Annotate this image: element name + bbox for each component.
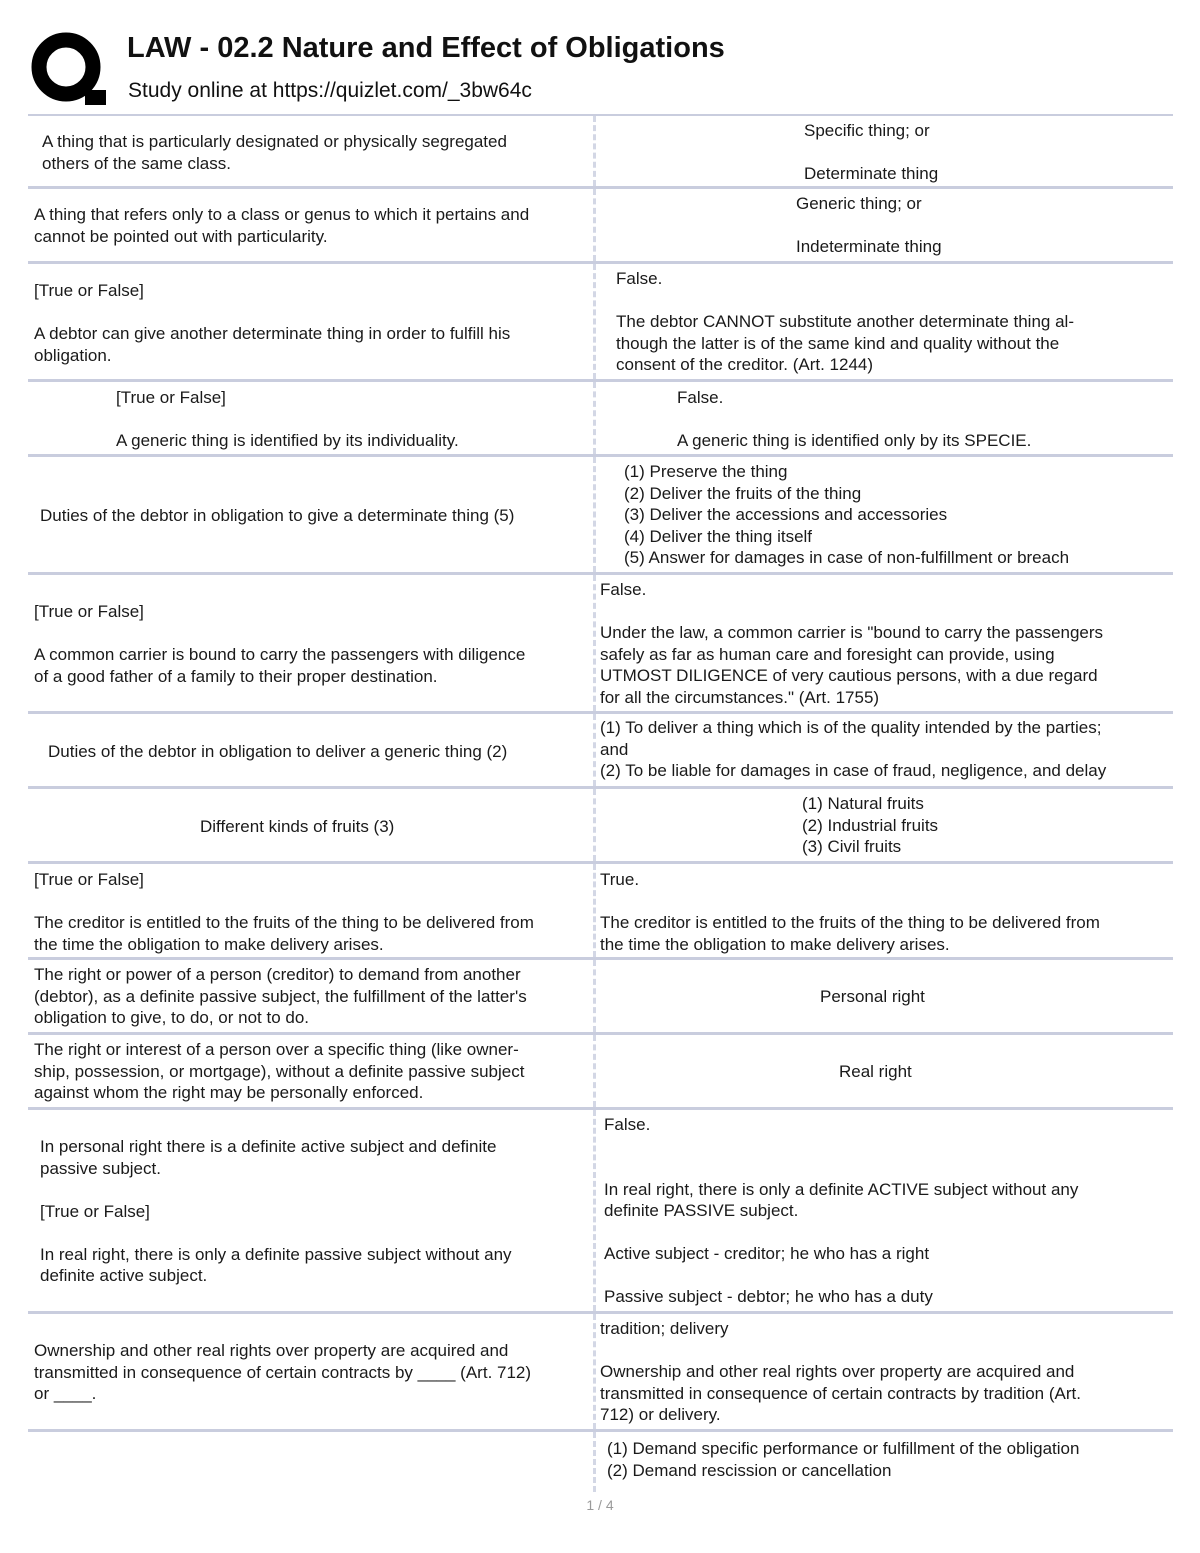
term-text: In personal right there is a definite active subject and definite passive subject. [True or False] In real right, there is only a definite passive subject without any definite active subject. <box>40 1137 512 1285</box>
term-text: A thing that is particularly designated or physically segregated others of the same class. <box>42 132 507 173</box>
term-text: Different kinds of fruits (3) <box>200 817 395 836</box>
flashcard-row <box>28 264 1173 382</box>
definition-text: Specific thing; or Determinate thing <box>804 121 939 183</box>
flashcard-row <box>28 116 1173 189</box>
flashcard-row <box>28 575 1173 714</box>
term-cell <box>28 382 596 454</box>
term-cell <box>28 1035 596 1107</box>
term-text: [True or False] A common carrier is bound to carry the passengers with diligence of a good father of a family to their proper destination. <box>34 602 526 686</box>
definition-text: Generic thing; or Indeterminate thing <box>796 194 942 256</box>
definition-cell <box>596 264 1173 379</box>
flashcard-row <box>28 864 1173 960</box>
definition-cell <box>596 116 1173 186</box>
term-text: [True or False] A debtor can give another determinate thing in order to fulfill his obligation. <box>34 281 511 365</box>
term-cell <box>28 575 596 711</box>
definition-cell <box>596 1314 1173 1429</box>
flashcard-list <box>28 114 1173 1492</box>
term-cell <box>28 1110 596 1311</box>
term-cell <box>28 1314 596 1429</box>
term-text: [True or False] A generic thing is identified by its individuality. <box>116 388 459 450</box>
flashcard-row <box>28 189 1173 264</box>
definition-text: False. The debtor CANNOT substitute another determinate thing al- though the latter is of the same kind and quality without the consent of the creditor. (Art. 1244) <box>616 269 1074 374</box>
definition-cell <box>596 457 1173 572</box>
term-text: A thing that refers only to a class or genus to which it pertains and cannot be pointed out with particularity. <box>34 205 530 246</box>
term-cell <box>28 116 596 186</box>
study-link[interactable]: Study online at https://quizlet.com/_3bw64c <box>128 79 532 102</box>
definition-cell <box>596 1432 1173 1492</box>
quizlet-logo-icon <box>30 30 106 106</box>
definition-cell <box>596 789 1173 861</box>
definition-cell <box>596 714 1173 786</box>
term-cell <box>28 789 596 861</box>
term-text: Duties of the debtor in obligation to give a determinate thing (5) <box>40 506 515 525</box>
definition-cell <box>596 189 1173 261</box>
term-cell <box>28 864 596 957</box>
flashcard-row <box>28 457 1173 575</box>
definition-cell <box>596 1110 1173 1311</box>
definition-cell <box>596 575 1173 711</box>
definition-cell <box>596 1035 1173 1107</box>
definition-text: (1) Preserve the thing (2) Deliver the fruits of the thing (3) Deliver the accessions and accessories (4) Deliver the thing itself (5) Answer for damages in case of non-fulfillment or breach <box>624 462 1070 567</box>
term-cell <box>28 960 596 1032</box>
flashcard-row <box>28 1110 1173 1314</box>
flashcard-row <box>28 1314 1173 1432</box>
definition-text: (1) Natural fruits (2) Industrial fruits (3) Civil fruits <box>802 794 939 856</box>
term-text: [True or False] The creditor is entitled to the fruits of the thing to be delivered from the time the obligation to make delivery arises. <box>34 870 534 954</box>
flashcard-row <box>28 960 1173 1035</box>
term-cell <box>28 189 596 261</box>
flashcard-row <box>28 1432 1173 1492</box>
definition-text: False. Under the law, a common carrier is "bound to carry the passengers safely as far as human care and foresight can provide, using UTMOST DILIGENCE of very cautious persons, with a due regard for all the circumstances." (Art. 1755) <box>600 580 1104 707</box>
definition-text: (1) Demand specific performance or fulfillment of the obligation (2) Demand rescission or cancellation <box>607 1439 1080 1480</box>
term-cell <box>28 264 596 379</box>
term-cell <box>28 457 596 572</box>
term-text: Duties of the debtor in obligation to deliver a generic thing (2) <box>48 742 508 761</box>
flashcard-row <box>28 789 1173 864</box>
term-text: The right or power of a person (creditor) to demand from another (debtor), as a definite passive subject, the fulfillment of the latter's obligation to give, to do, or not to do. <box>34 965 527 1027</box>
flashcard-row <box>28 382 1173 457</box>
term-text: Ownership and other real rights over property are acquired and transmitted in consequence of certain contracts by ____ (Art. 712) or ____. <box>34 1341 532 1403</box>
definition-text: Real right <box>839 1062 912 1081</box>
term-cell <box>28 1432 596 1492</box>
definition-cell <box>596 864 1173 957</box>
definition-text: tradition; delivery Ownership and other real rights over property are acquired and transmitted in consequence of certain contracts by tradition (Art. 712) or delivery. <box>600 1319 1081 1424</box>
term-cell <box>28 714 596 786</box>
definition-text: Personal right <box>820 987 925 1006</box>
page-number: 1 / 4 <box>586 1497 614 1513</box>
flashcard-row <box>28 714 1173 789</box>
definition-text: False. A generic thing is identified only by its SPECIE. <box>677 388 1032 450</box>
definition-cell <box>596 960 1173 1032</box>
page-title: LAW - 02.2 Nature and Effect of Obligations <box>127 32 725 64</box>
term-text: The right or interest of a person over a specific thing (like owner- ship, possession, or mortgage), without a definite passive subject against whom the right may be personally enforced. <box>34 1040 525 1102</box>
definition-text: (1) To deliver a thing which is of the quality intended by the parties; and (2) To be liable for damages in case of fraud, negligence, and delay <box>600 718 1107 780</box>
definition-cell <box>596 382 1173 454</box>
definition-text: False. In real right, there is only a definite ACTIVE subject without any definite PASSIVE subject. Active subject - creditor; he who has a right Passive subject - debtor; he who has a duty <box>604 1115 1079 1306</box>
flashcard-row <box>28 1035 1173 1110</box>
definition-text: True. The creditor is entitled to the fruits of the thing to be delivered from the time the obligation to make delivery arises. <box>600 870 1100 954</box>
